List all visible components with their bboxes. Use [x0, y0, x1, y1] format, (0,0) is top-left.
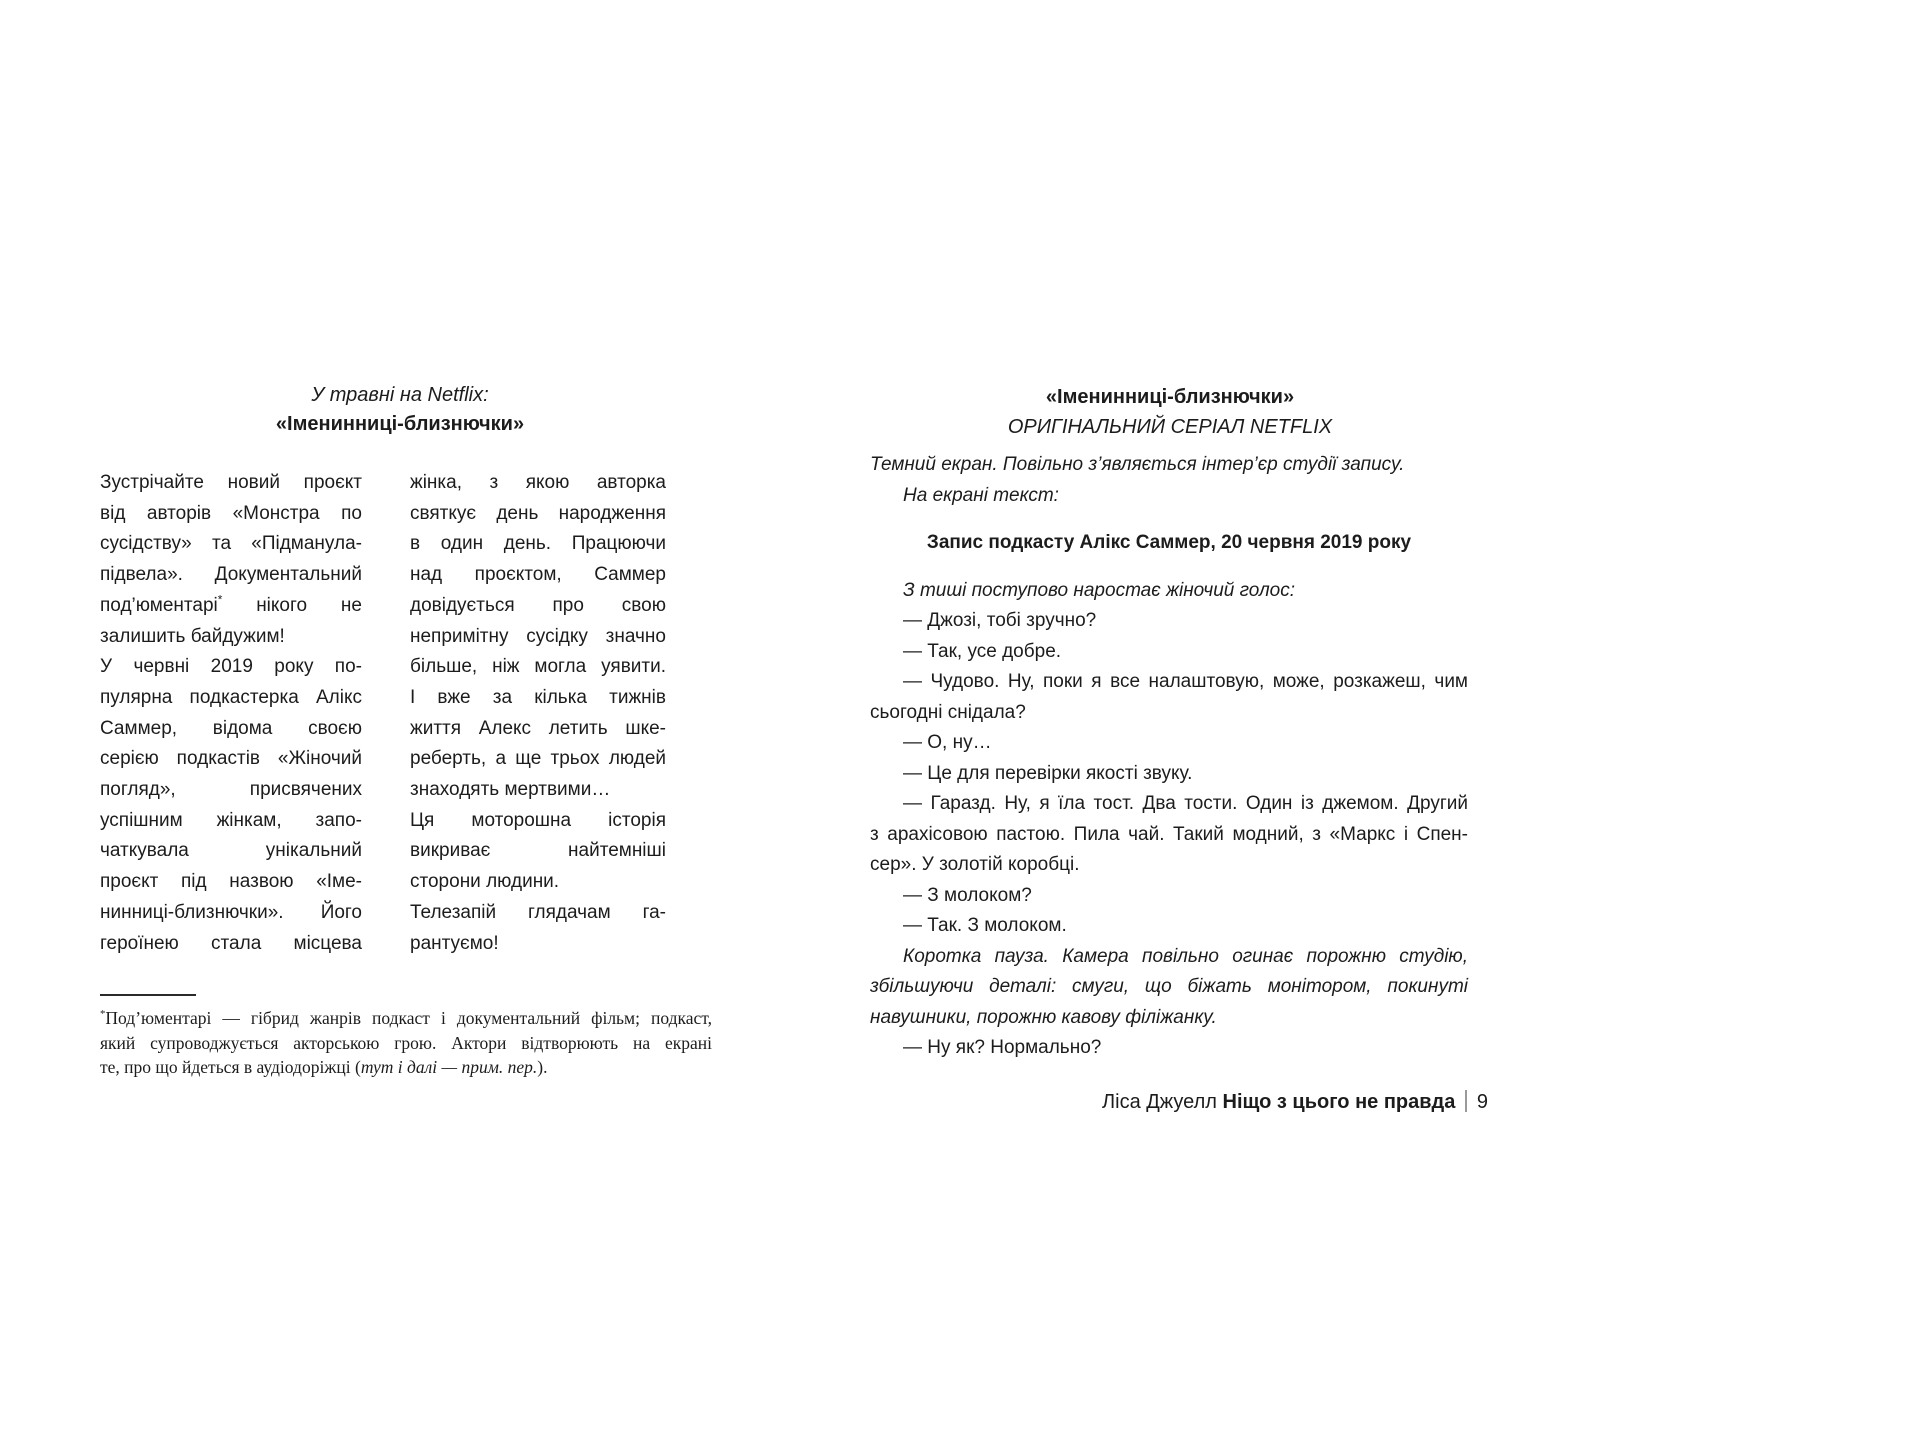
footnote-text: Под’юментарі — гібрид жанрів подкаст і документальний фільм; подкаст,: [105, 1008, 712, 1028]
blurb-line: Саммер, відома своєю: [100, 717, 362, 739]
stage-direction-line: навушники, порожню кавову філіжанку.: [870, 1006, 1217, 1028]
blurb-line: знаходять мертвими…: [410, 779, 611, 801]
stage-direction-line: З тиші поступово наростає жіночий голос:: [903, 579, 1296, 601]
footer-page-number: 9: [1476, 1091, 1488, 1113]
blurb-line: викриває найтемніші: [410, 840, 666, 862]
dialogue-line: — Так, усе добре.: [903, 640, 1062, 662]
dialogue-line: з арахісовою пастою. Пила чай. Такий модний, з «Маркс і Спен-: [870, 823, 1468, 845]
footnote-marker: *: [100, 1008, 106, 1021]
dialogue-line: — О, ну…: [903, 732, 992, 753]
blurb-line: нинниці-близнючки». Його: [100, 901, 362, 923]
blurb-line: жінка, з якою авторка: [410, 472, 666, 493]
blurb-line-with-footnote-marker: [100, 591, 362, 622]
blurb-line: І вже за кілька тижнів: [410, 686, 666, 708]
footnote-rule: [100, 994, 196, 996]
blurb-line: більше, ніж могла уявити.: [410, 656, 666, 678]
blurb-line: Ця моторошна історія: [410, 809, 666, 831]
blurb-header-title: «Іменинниці-близнючки»: [275, 413, 525, 435]
blurb-line: проєкт під назвою «Іме-: [100, 871, 362, 893]
footnote-text: ).: [537, 1057, 548, 1077]
blurb-line: від авторів «Монстра по: [100, 502, 362, 524]
dialogue-line: — Це для перевірки якості звуку.: [903, 762, 1193, 784]
blurb-line: успішним жінкам, запо-: [100, 809, 362, 831]
footnote-line: [100, 1006, 712, 1031]
blurb-header-kicker: У травні на Netflix:: [311, 384, 489, 406]
footnote-line: який супроводжується акторською грою. Актори відтворюють на екрані: [100, 1032, 712, 1053]
blurb-line: сторони людини.: [410, 871, 560, 893]
dialogue-line: — З молоком?: [903, 884, 1032, 906]
blurb-column-right: [410, 468, 666, 959]
blurb-line-text: нікого не: [222, 594, 362, 616]
dialogue-line: сьогодні снідала?: [870, 701, 1026, 723]
blurb-header: [100, 381, 700, 439]
blurb-line: життя Алекс летить шке-: [410, 717, 666, 739]
blurb-line: чаткувала унікальний: [100, 840, 362, 862]
scene-heading: Запис подкасту Алікс Саммер, 20 червня 2019 року: [926, 532, 1412, 553]
footnote: [100, 1006, 712, 1080]
footnote-marker: *: [217, 593, 223, 607]
blurb-line: підвела». Документальний: [100, 564, 362, 586]
stage-direction-line: На екрані текст:: [903, 484, 1059, 506]
dialogue-line: — Чудово. Ну, поки я все налаштовую, може, розкажеш, чим: [903, 671, 1468, 692]
footer-author: Ліса Джуелл: [1102, 1091, 1217, 1113]
blurb-line: Телезапій глядачам га-: [410, 901, 666, 923]
blurb-line: пулярна подкастерка Алікс: [100, 686, 362, 708]
footnote-line: [100, 1055, 712, 1080]
blurb-line: довідується про свою: [410, 594, 666, 616]
blurb-line: святкує день народження: [410, 502, 666, 524]
stage-direction-line: збільшуючи деталі: смуги, що біжать монітором, покинуті: [870, 976, 1468, 997]
blurb-line: серією подкастів «Жіночий: [100, 748, 362, 770]
footer-book-title: Ніщо з цього не правда: [1222, 1091, 1456, 1113]
blurb-line: Зустрічайте новий проєкт: [100, 472, 362, 493]
script-header: [870, 382, 1470, 442]
blurb-line: рантуємо!: [410, 932, 499, 954]
dialogue-line: — Так. З молоком.: [903, 915, 1067, 936]
stage-direction-line: Темний екран. Повільно з’являється інтер’єр студії запису.: [870, 454, 1405, 475]
stage-direction-line: Коротка пауза. Камера повільно огинає порожню студію,: [903, 945, 1468, 967]
dialogue-line: — Джозі, тобі зручно?: [903, 610, 1097, 631]
dialogue-line: — Ну як? Нормально?: [903, 1037, 1102, 1058]
blurb-line: У червні 2019 року по-: [100, 656, 362, 678]
dialogue-line: сер». У золотій коробці.: [870, 854, 1080, 875]
blurb-column-left: [100, 468, 362, 959]
blurb-line: сусідству» та «Підманула-: [100, 533, 362, 555]
footnote-text: те, про що йдеться в аудіодоріжці (: [100, 1057, 361, 1077]
dialogue-line: — Гаразд. Ну, я їла тост. Два тости. Один із джемом. Другий: [903, 793, 1468, 814]
script-body: [870, 450, 1468, 1064]
blurb-line: над проєктом, Саммер: [410, 564, 666, 586]
script-title: «Іменинниці-близнючки»: [1045, 386, 1295, 408]
blurb-line: героїнею стала місцева: [100, 932, 362, 954]
blurb-line: непримітну сусідку значно: [410, 625, 666, 647]
running-footer: [870, 1088, 1488, 1116]
blurb-line: залишить байдужим!: [100, 625, 285, 647]
footnote-translator-note: тут і далі — прим. пер.: [360, 1057, 538, 1077]
blurb-line: погляд», присвячених: [100, 779, 362, 801]
blurb-line: реберть, а ще трьох людей: [410, 748, 666, 770]
script-subtitle: ОРИГІНАЛЬНИЙ СЕРІАЛ NETFLIX: [1007, 416, 1333, 438]
blurb-line: в один день. Працюючи: [410, 533, 666, 555]
footer-divider: [1465, 1090, 1467, 1112]
blurb-line-text: под’юментарі: [100, 594, 218, 616]
